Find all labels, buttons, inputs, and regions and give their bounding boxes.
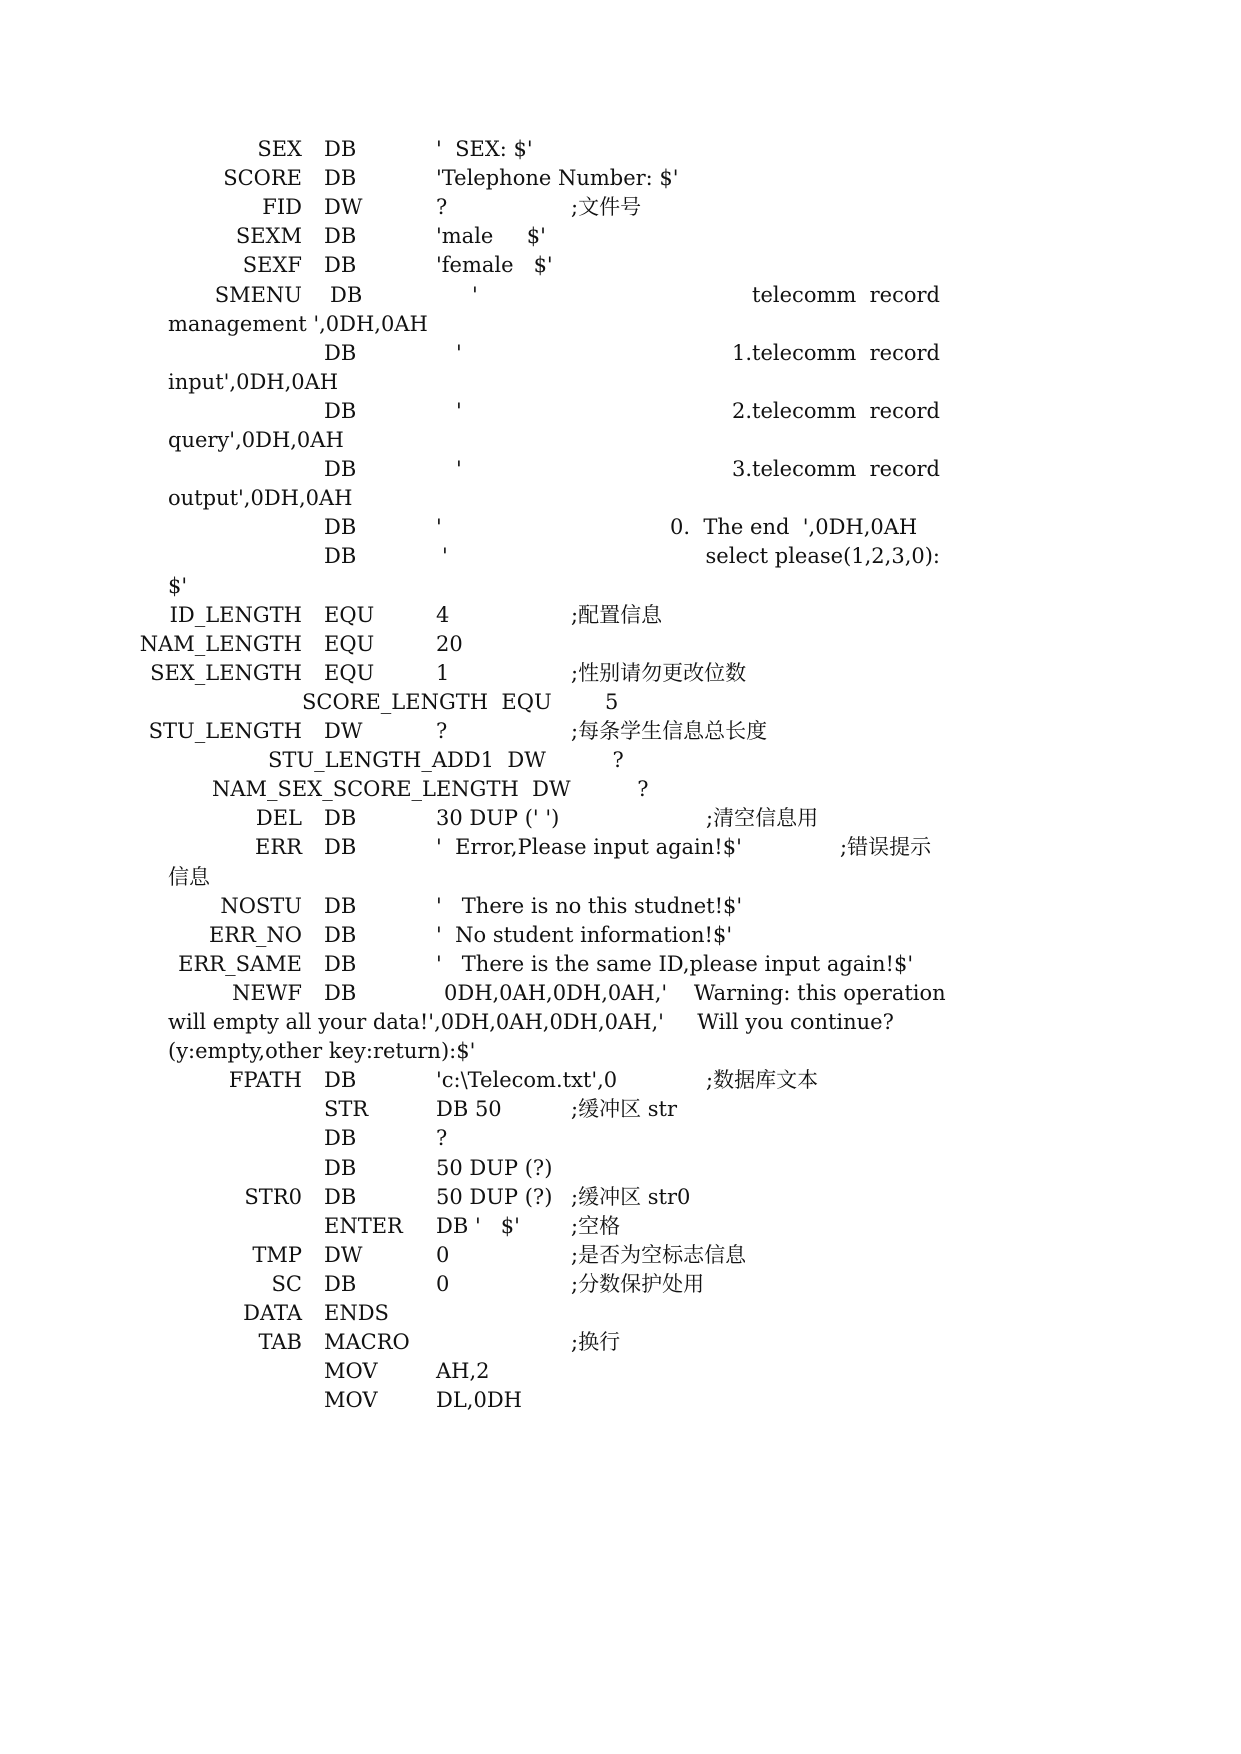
code-operand: 'Telephone Number: $' <box>436 166 679 191</box>
code-comment: ;数据库文本 <box>706 1068 819 1093</box>
code-opcode: DB <box>324 137 357 161</box>
code-opcode: DB <box>324 515 357 540</box>
code-line <box>0 1035 1241 1067</box>
code-line <box>0 570 1241 602</box>
code-string-tail: select please(1,2,3,0): <box>705 544 940 569</box>
code-line <box>0 628 1241 660</box>
code-label: NAM_LENGTH <box>139 631 302 656</box>
code-line <box>0 395 1241 427</box>
code-opcode: DB <box>324 806 357 831</box>
code-opcode: DW <box>324 719 363 743</box>
code-inline-text: STU_LENGTH_ADD1 DW ? <box>268 748 624 773</box>
code-opcode: DW <box>324 1242 363 1267</box>
code-line <box>0 162 1241 194</box>
code-operand: ' Error,Please input again!$' <box>436 835 742 860</box>
code-line <box>0 1122 1241 1154</box>
code-opcode: DB <box>324 253 357 278</box>
code-label: SEX <box>257 137 302 161</box>
code-label: NEWF <box>232 980 302 1005</box>
code-line <box>0 1181 1241 1213</box>
code-operand: ? <box>436 1126 448 1151</box>
code-operand: ? <box>436 195 448 220</box>
code-line <box>0 1268 1241 1300</box>
code-opcode: DB <box>324 340 357 365</box>
code-wrap-text: (y:empty,other key:return):$' <box>168 1039 476 1064</box>
code-line <box>0 686 1241 718</box>
code-opcode: DB <box>324 1184 357 1209</box>
code-line <box>0 220 1241 252</box>
code-line <box>0 861 1241 893</box>
code-operand: ' No student information!$' <box>436 922 733 947</box>
code-operand: 1 <box>436 660 450 685</box>
code-operand: 30 DUP (' ') <box>436 806 560 831</box>
code-opcode: MACRO <box>324 1330 410 1355</box>
code-opcode: EQU <box>324 631 375 656</box>
code-label: SEXF <box>242 253 302 278</box>
code-opcode: DB <box>324 951 357 976</box>
code-operand: 'female $' <box>436 253 553 278</box>
code-wrap-text: output',0DH,0AH <box>168 486 353 511</box>
code-operand: 'c:\Telecom.txt',0 <box>436 1068 618 1093</box>
code-opcode: DB <box>324 893 357 918</box>
code-line <box>0 424 1241 456</box>
code-wrap-text: management ',0DH,0AH <box>168 311 428 336</box>
code-operand: 0DH,0AH,0DH,0AH,' Warning: this operation <box>444 980 946 1005</box>
code-comment: ;缓冲区 str0 <box>571 1184 691 1209</box>
code-line <box>0 948 1241 980</box>
code-opcode: EQU <box>324 660 375 685</box>
code-comment: ;换行 <box>571 1330 621 1355</box>
code-operand: ' There is no this studnet!$' <box>436 893 743 918</box>
code-opcode: EQU <box>324 602 375 627</box>
code-operand: ' <box>456 398 462 423</box>
code-line <box>0 599 1241 631</box>
code-line <box>0 1093 1241 1125</box>
code-wrap-text: query',0DH,0AH <box>168 428 344 452</box>
code-opcode: ENTER <box>324 1213 403 1238</box>
code-comment: ;文件号 <box>571 195 642 220</box>
code-operand: DB ' $' <box>436 1213 520 1238</box>
code-line <box>0 1152 1241 1184</box>
code-opcode: DB <box>324 457 357 482</box>
code-line <box>0 249 1241 281</box>
code-line <box>0 1355 1241 1387</box>
code-opcode: MOV <box>324 1388 378 1413</box>
code-line <box>0 453 1241 485</box>
code-opcode: DB <box>324 1068 357 1093</box>
code-line <box>0 133 1241 165</box>
code-line <box>0 919 1241 951</box>
code-operand: DB 50 <box>436 1097 502 1122</box>
code-label: SEX_LENGTH <box>150 660 302 685</box>
code-label: DEL <box>255 806 302 831</box>
code-comment: ;每条学生信息总长度 <box>571 719 768 743</box>
code-comment: ;性别请勿更改位数 <box>571 660 747 685</box>
code-label: ERR_SAME <box>178 951 302 976</box>
code-label: STU_LENGTH <box>148 719 302 743</box>
code-line <box>0 1326 1241 1358</box>
code-string-tail: 1.telecomm record <box>732 340 940 365</box>
code-operand: DL,0DH <box>436 1388 522 1413</box>
code-line <box>0 890 1241 922</box>
code-line <box>0 1384 1241 1416</box>
code-string-tail: 2.telecomm record <box>732 398 940 423</box>
code-comment: ;是否为空标志信息 <box>571 1242 747 1267</box>
code-label: TMP <box>252 1242 302 1267</box>
code-wrap-text: $' <box>168 573 188 598</box>
code-label: TAB <box>258 1330 302 1355</box>
code-line <box>0 540 1241 572</box>
code-operand: 50 DUP (?) <box>436 1155 553 1180</box>
code-line <box>0 1297 1241 1329</box>
code-opcode: STR <box>324 1097 369 1122</box>
code-opcode: DB <box>324 922 357 947</box>
code-opcode: DB <box>330 282 363 307</box>
code-label: SCORE <box>223 166 302 191</box>
code-line <box>0 337 1241 369</box>
code-label: DATA <box>243 1301 302 1325</box>
code-opcode: ENDS <box>324 1301 389 1325</box>
code-wrap-text: input',0DH,0AH <box>168 369 339 394</box>
code-operand: 0 <box>436 1271 450 1296</box>
code-opcode: DB <box>324 398 357 423</box>
code-wrap-text: 信息 <box>168 864 210 889</box>
code-operand: ' There is the same ID,please input again!$' <box>436 951 914 976</box>
code-line <box>0 511 1241 543</box>
code-operand: ' <box>456 457 462 482</box>
code-comment: ;错误提示 <box>840 835 932 860</box>
code-label: ERR <box>255 835 302 860</box>
code-operand: 0 <box>436 1242 450 1267</box>
code-operand: ' <box>442 544 448 569</box>
code-label: FPATH <box>228 1068 302 1093</box>
code-label: ERR_NO <box>208 922 302 947</box>
code-label: ID_LENGTH <box>169 602 302 627</box>
code-label: SMENU <box>214 282 302 307</box>
code-string-tail: 3.telecomm record <box>732 457 940 482</box>
code-line <box>0 1064 1241 1096</box>
code-label: FID <box>262 195 302 220</box>
code-operand: ' <box>472 282 478 307</box>
code-operand: ' <box>436 515 442 540</box>
code-line <box>0 831 1241 863</box>
code-opcode: DB <box>324 980 357 1005</box>
code-line <box>0 1239 1241 1271</box>
code-opcode: DB <box>324 544 357 569</box>
code-inline-text: SCORE_LENGTH EQU 5 <box>302 689 619 714</box>
code-string-tail: telecomm record <box>752 282 940 307</box>
code-comment: ;缓冲区 str <box>571 1097 678 1122</box>
code-line <box>0 308 1241 340</box>
code-line <box>0 191 1241 223</box>
code-line <box>0 977 1241 1009</box>
code-operand: ' SEX: $' <box>436 137 533 161</box>
code-line <box>0 1210 1241 1242</box>
code-line <box>0 1006 1241 1038</box>
code-label: SC <box>271 1271 302 1296</box>
code-opcode: MOV <box>324 1359 378 1384</box>
code-comment: ;空格 <box>571 1213 621 1238</box>
code-label: SEXM <box>235 224 302 249</box>
code-opcode: DB <box>324 166 357 191</box>
code-operand: 20 <box>436 631 463 656</box>
code-operand: 50 DUP (?) <box>436 1184 553 1209</box>
code-operand: ? <box>436 719 448 743</box>
code-inline-text: NAM_SEX_SCORE_LENGTH DW ? <box>212 777 649 802</box>
code-string-tail: 0. The end ',0DH,0AH <box>670 515 918 540</box>
code-operand: 4 <box>436 602 450 627</box>
code-label: NOSTU <box>220 893 302 918</box>
code-line <box>0 744 1241 776</box>
code-line <box>0 482 1241 514</box>
code-operand: 'male $' <box>436 224 546 249</box>
code-comment: ;清空信息用 <box>706 806 819 831</box>
code-operand: ' <box>456 340 462 365</box>
code-line <box>0 657 1241 689</box>
code-line <box>0 715 1241 747</box>
code-opcode: DB <box>324 835 357 860</box>
code-comment: ;分数保护处用 <box>571 1271 705 1296</box>
code-line <box>0 773 1241 805</box>
code-line <box>0 366 1241 398</box>
code-label: STR0 <box>244 1184 302 1209</box>
code-comment: ;配置信息 <box>571 602 663 627</box>
code-opcode: DB <box>324 1155 357 1180</box>
code-line <box>0 802 1241 834</box>
code-opcode: DW <box>324 195 363 220</box>
code-opcode: DB <box>324 1271 357 1296</box>
code-line <box>0 279 1241 311</box>
code-operand: AH,2 <box>436 1359 490 1384</box>
code-opcode: DB <box>324 224 357 249</box>
code-wrap-text: will empty all your data!',0DH,0AH,0DH,0AH,' Will you continue? <box>168 1010 894 1034</box>
code-opcode: DB <box>324 1126 357 1151</box>
